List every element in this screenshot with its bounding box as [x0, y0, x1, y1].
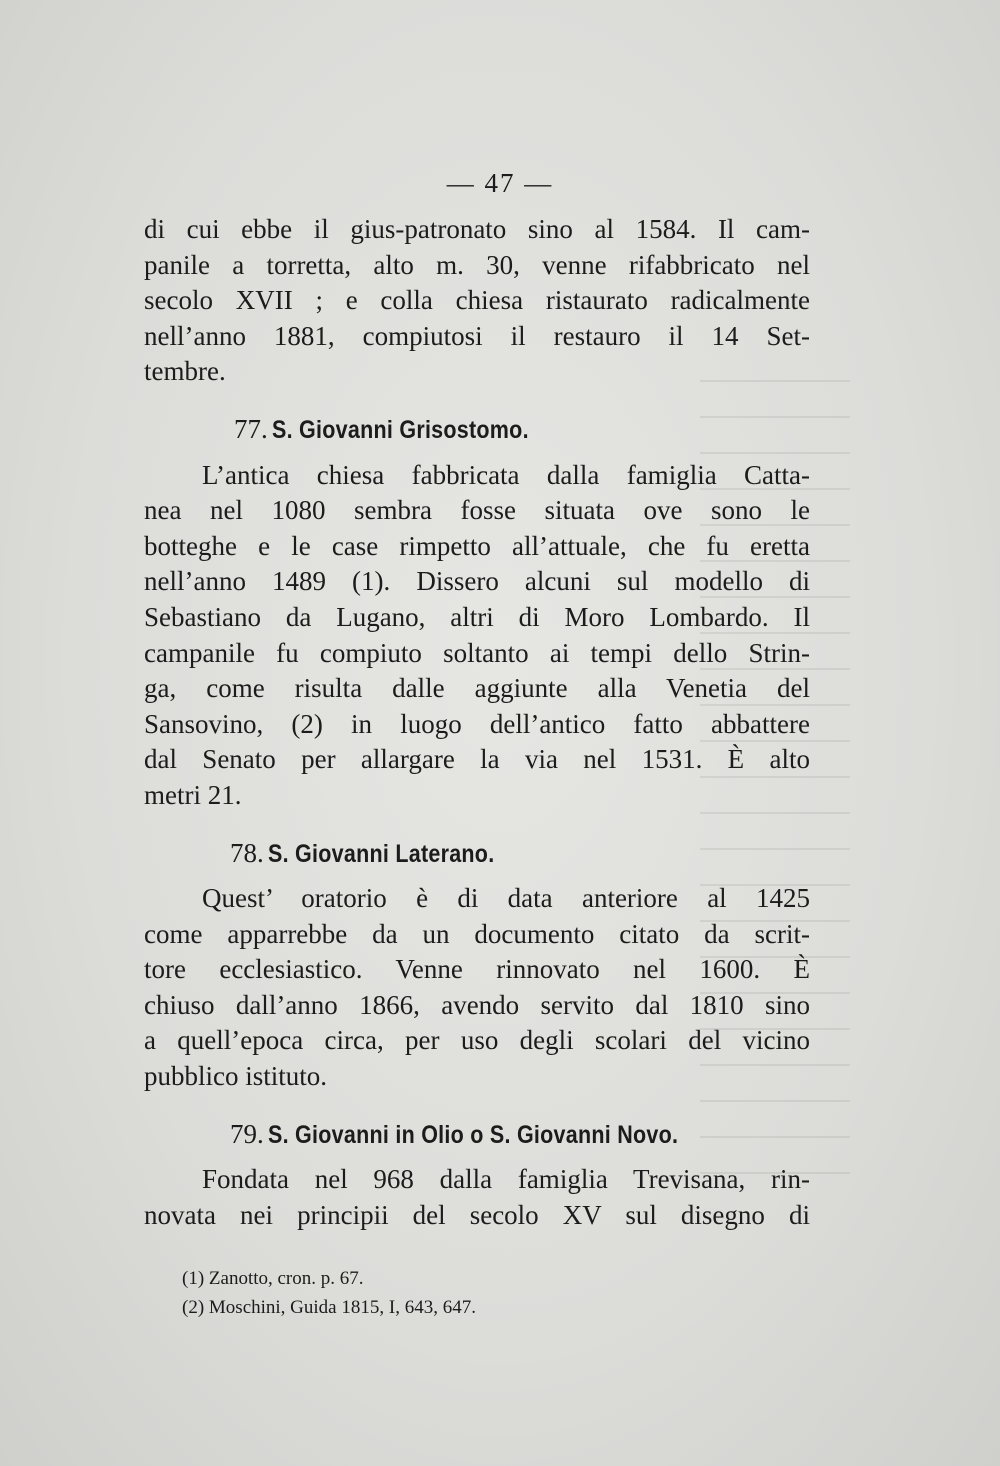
text-line: Quest’ oratorio è di data anteriore al 1425 — [202, 883, 810, 914]
section-title: S. Giovanni Grisostomo. — [271, 415, 529, 444]
text-line: nell’anno 1489 (1). Dissero alcuni sul modello di — [144, 566, 810, 597]
section-title: S. Giovanni Laterano. — [267, 839, 495, 868]
text-line: metri 21. — [144, 779, 242, 810]
section-number: 77. — [234, 413, 268, 444]
text-line: secolo XVII ; e colla chiesa ristaurato radicalmente — [144, 285, 810, 316]
text-line: botteghe e le case rimpetto all’attuale, che fu eretta — [144, 530, 810, 561]
text-line: nell’anno 1881, compiutosi il restauro il 14 Set- — [144, 320, 810, 351]
text-line: nea nel 1080 sembra fosse situata ove sono le — [144, 495, 810, 526]
text-line: chiuso dall’anno 1866, avendo servito dal 1810 sino — [144, 989, 810, 1020]
footnote: (2) Moschini, Guida 1815, I, 643, 647. — [182, 1297, 476, 1318]
section-number: 78. — [230, 837, 264, 868]
footnote: (1) Zanotto, cron. p. 67. — [182, 1268, 364, 1289]
text-line: panile a torretta, alto m. 30, venne rifabbricato nel — [144, 249, 810, 280]
text-line: a quell’epoca circa, per uso degli scolari del vicino — [144, 1025, 810, 1056]
text-line: dal Senato per allargare la via nel 1531. È alto — [144, 744, 810, 775]
section-title: S. Giovanni in Olio o S. Giovanni Novo. — [267, 1120, 678, 1149]
section-heading-79 — [144, 1117, 810, 1153]
text-line: ga, come risulta dalle aggiunte alla Venetia del — [144, 673, 810, 704]
section-number: 79. — [230, 1118, 264, 1149]
main-text — [144, 212, 810, 1233]
text-line: Sebastiano da Lugano, altri di Moro Lombardo. Il — [144, 601, 810, 632]
footnotes — [182, 1264, 682, 1322]
text-line: di cui ebbe il gius-patronato sino al 1584. Il cam- — [144, 214, 810, 244]
text-line: pubblico istituto. — [144, 1061, 328, 1092]
text-line: come apparrebbe da un documento citato da scrit- — [144, 918, 810, 949]
page-number: — 47 — — [446, 168, 554, 198]
section-heading-77 — [144, 412, 810, 448]
section-heading-78 — [144, 836, 810, 872]
text-line: tembre. — [144, 356, 226, 387]
text-line: campanile fu compiuto soltanto ai tempi dello Strin- — [144, 637, 810, 668]
text-line: novata nei principii del secolo XV sul disegno di — [144, 1199, 810, 1230]
text-line: Fondata nel 968 dalla famiglia Trevisana, rin- — [202, 1164, 810, 1195]
text-line: tore ecclesiastico. Venne rinnovato nel 1600. È — [144, 954, 810, 985]
text-line: Sansovino, (2) in luogo dell’antico fatto abbattere — [144, 708, 810, 739]
text-line: L’antica chiesa fabbricata dalla famiglia Catta- — [202, 459, 810, 490]
